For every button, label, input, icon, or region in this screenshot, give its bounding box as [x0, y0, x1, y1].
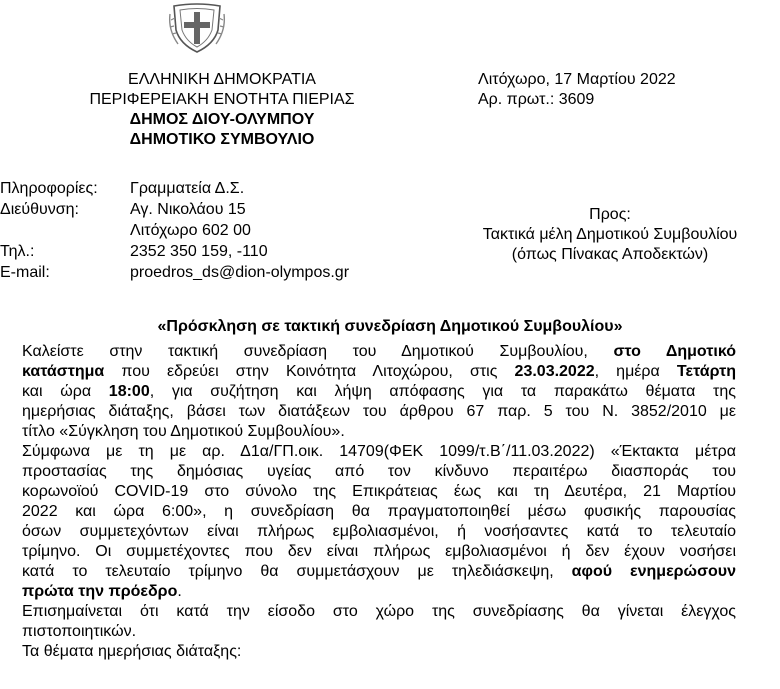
- body-line: [22, 342, 736, 362]
- info-label: E-mail:: [0, 264, 50, 281]
- recipient-line: Τακτικά μέλη Δημοτικού Συμβουλίου: [482, 226, 738, 243]
- info-value: Αγ. Νικολάου 15: [130, 201, 246, 218]
- recipient-to: Προς:: [589, 206, 631, 223]
- recipient-line: (όπως Πίνακας Αποδεκτών): [511, 246, 709, 263]
- meeting-day: Τετάρτη: [676, 363, 736, 380]
- place-date: Λιτόχωρο, 17 Μαρτίου 2022: [478, 71, 676, 88]
- contact-info: [0, 178, 349, 283]
- text-bold: κατάστημα: [22, 363, 105, 380]
- info-row: [0, 241, 349, 262]
- info-label: Διεύθυνση:: [0, 201, 79, 218]
- document-body: [22, 342, 736, 662]
- region-name: ΠΕΡΙΦΕΡΕΙΑΚΗ ΕΝΟΤΗΤΑ ΠΙΕΡΙΑΣ: [89, 91, 355, 108]
- info-value: Λιτόχωρο 602 00: [130, 222, 251, 239]
- body-line: [22, 582, 736, 602]
- info-label: Τηλ.:: [0, 243, 35, 260]
- text: .: [177, 583, 182, 600]
- date-protocol-block: [478, 70, 676, 110]
- text: , ημέρα: [594, 363, 660, 380]
- info-row: [0, 199, 349, 220]
- recipient-block: [440, 205, 780, 265]
- meeting-date: 23.03.2022: [514, 363, 595, 380]
- text-bold: στο Δημοτικό: [613, 343, 737, 360]
- issuer-block: [62, 70, 382, 150]
- protocol-number: Αρ. πρωτ.: 3609: [478, 91, 595, 108]
- document-title: «Πρόσκληση σε τακτική συνεδρίαση Δημοτικού Συμβουλίου»: [157, 318, 623, 335]
- text: Καλείστε στην τακτική συνεδρίαση του Δημοτικού Συμβουλίου,: [22, 343, 588, 360]
- info-value: Γραμματεία Δ.Σ.: [130, 180, 245, 197]
- council-name: ΔΗΜΟΤΙΚΟ ΣΥΜΒΟΥΛΙΟ: [129, 131, 315, 148]
- body-line: Σύμφωνα με τη με αρ. Δ1α/ΓΠ.οικ. 14709(ΦΕΚ 1099/τ.Β΄/11.03.2022) «Έκτακτα μέτρα: [22, 443, 736, 460]
- meeting-time: 18:00: [108, 383, 150, 400]
- info-row: [0, 220, 349, 241]
- body-line: τίτλο «Σύγκληση του Δημοτικού Συμβουλίου».: [22, 423, 345, 440]
- text-bold: πρώτα την πρόεδρο: [22, 583, 178, 600]
- text: που εδρεύει στην Κοινότητα Λιτοχώρου, στις: [121, 363, 498, 380]
- info-row: [0, 178, 349, 199]
- greek-emblem-logo: [168, 0, 226, 54]
- body-line: ημερήσιας διάταξης, βάσει των διατάξεων του άρθρου 67 παρ. 5 του Ν. 3852/2010 με: [22, 403, 736, 420]
- info-value: 2352 350 159, -110: [130, 243, 268, 260]
- info-row: [0, 262, 349, 283]
- info-label: [0, 220, 130, 241]
- info-label: Πληροφορίες:: [0, 180, 98, 197]
- text-bold: αφού ενημερώσουν: [571, 563, 737, 580]
- body-line: πιστοποιητικών.: [22, 623, 137, 640]
- body-line: 2022 και ώρα 6:00», η συνεδρίαση θα πραγματοποιηθεί μέσω φυσικής παρουσίας: [22, 503, 736, 520]
- body-line: προστασίας της δημόσιας υγείας από τον κίνδυνο περαιτέρω διασποράς του: [22, 463, 736, 480]
- body-line: όσων συμμετεχόντων είναι πλήρως εμβολιασμένοι, ή νοσήσαντες κατά το τελευταίο: [22, 523, 736, 540]
- text: και ώρα: [22, 383, 92, 400]
- text: κατά το τελευταίο τρίμηνο θα συμμετάσχουν με τηλεδιάσκεψη,: [22, 563, 554, 580]
- body-line: κορωνοϊού COVID-19 στο σύνολο της Επικράτειας έως και τη Δευτέρα, 21 Μαρτίου: [22, 483, 736, 500]
- body-line: Τα θέματα ημερήσιας διάταξης:: [22, 643, 242, 660]
- body-line: τρίμηνο. Οι συμμετέχοντες που δεν είναι πλήρως εμβολιασμένοι ή δεν έχουν νοσήσει: [22, 543, 736, 560]
- body-line: [22, 382, 736, 402]
- body-line: Επισημαίνεται ότι κατά την είσοδο στο χώρο της συνεδρίασης θα γίνεται έλεγχος: [22, 603, 736, 620]
- text: , για συζήτηση και λήψη απόφασης για τα παρακάτω θέματα της: [149, 383, 736, 400]
- email-link[interactable]: proedros_ds@dion-olympos.gr: [130, 264, 350, 281]
- country-name: ΕΛΛΗΝΙΚΗ ΔΗΜΟΚΡΑΤΙΑ: [128, 71, 316, 88]
- body-line: [22, 362, 736, 382]
- municipality-name: ΔΗΜΟΣ ΔΙΟΥ-ΟΛΥΜΠΟΥ: [129, 111, 315, 128]
- body-line: [22, 562, 736, 582]
